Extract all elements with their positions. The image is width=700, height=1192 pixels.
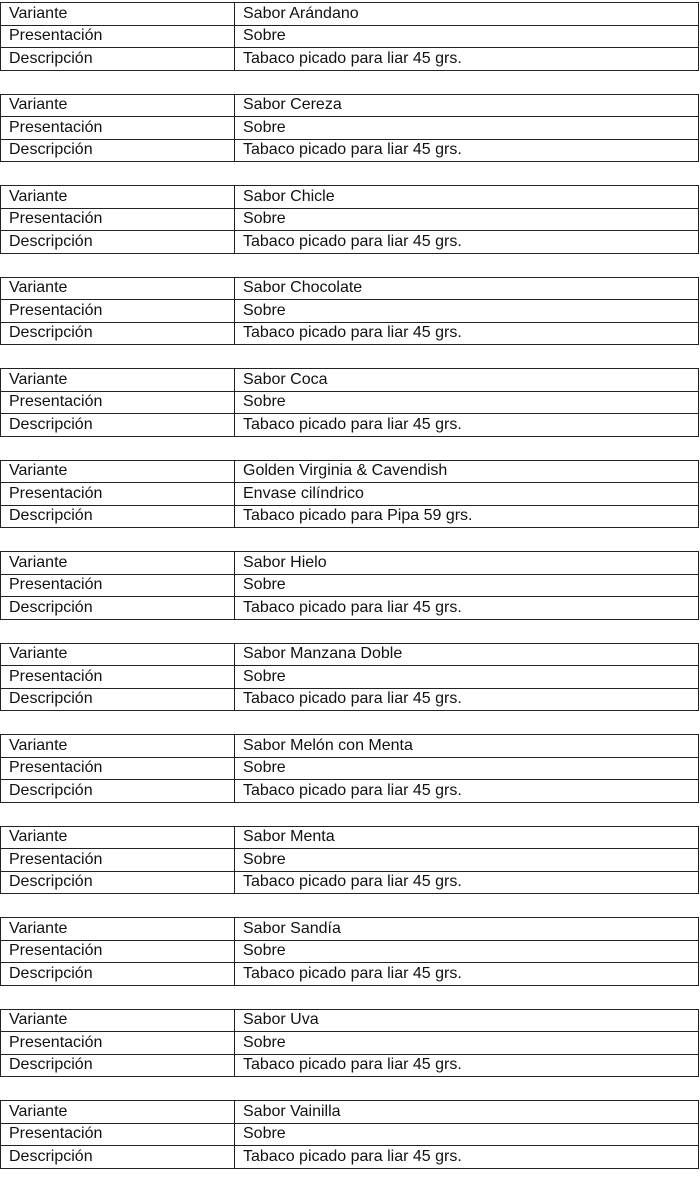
descripcion-value: Tabaco picado para Pipa 59 grs. bbox=[235, 505, 699, 528]
presentacion-label: Presentación bbox=[1, 117, 235, 140]
descripcion-value: Tabaco picado para liar 45 grs. bbox=[235, 231, 699, 254]
variante-row bbox=[1, 1009, 699, 1032]
variant-record bbox=[0, 917, 700, 1009]
variant-record-table bbox=[0, 551, 699, 620]
variante-label: Variante bbox=[1, 94, 235, 117]
presentacion-label: Presentación bbox=[1, 574, 235, 597]
presentacion-label: Presentación bbox=[1, 483, 235, 506]
variant-record bbox=[0, 734, 700, 826]
presentacion-label: Presentación bbox=[1, 391, 235, 414]
variante-value: Sabor Manzana Doble bbox=[235, 643, 699, 666]
variant-record-table bbox=[0, 643, 699, 712]
descripcion-row bbox=[1, 505, 699, 528]
variante-label: Variante bbox=[1, 1009, 235, 1032]
variante-value: Sabor Sandía bbox=[235, 918, 699, 941]
variante-row bbox=[1, 918, 699, 941]
presentacion-value: Sobre bbox=[235, 849, 699, 872]
presentacion-value: Sobre bbox=[235, 391, 699, 414]
variante-value: Sabor Chicle bbox=[235, 186, 699, 209]
presentacion-value: Sobre bbox=[235, 208, 699, 231]
descripcion-value: Tabaco picado para liar 45 grs. bbox=[235, 963, 699, 986]
descripcion-label: Descripción bbox=[1, 505, 235, 528]
variant-record bbox=[0, 826, 700, 918]
descripcion-value: Tabaco picado para liar 45 grs. bbox=[235, 48, 699, 71]
variante-row bbox=[1, 3, 699, 26]
descripcion-label: Descripción bbox=[1, 322, 235, 345]
variant-record bbox=[0, 2, 700, 94]
variante-row bbox=[1, 643, 699, 666]
variant-record-table bbox=[0, 2, 699, 71]
presentacion-label: Presentación bbox=[1, 666, 235, 689]
descripcion-label: Descripción bbox=[1, 780, 235, 803]
variante-label: Variante bbox=[1, 826, 235, 849]
descripcion-value: Tabaco picado para liar 45 grs. bbox=[235, 688, 699, 711]
variant-record bbox=[0, 185, 700, 277]
presentacion-value: Sobre bbox=[235, 1032, 699, 1055]
presentacion-value: Sobre bbox=[235, 940, 699, 963]
descripcion-label: Descripción bbox=[1, 688, 235, 711]
variante-label: Variante bbox=[1, 186, 235, 209]
descripcion-value: Tabaco picado para liar 45 grs. bbox=[235, 871, 699, 894]
presentacion-label: Presentación bbox=[1, 208, 235, 231]
presentacion-row bbox=[1, 757, 699, 780]
presentacion-label: Presentación bbox=[1, 1123, 235, 1146]
variante-value: Sabor Uva bbox=[235, 1009, 699, 1032]
variante-label: Variante bbox=[1, 460, 235, 483]
variant-record bbox=[0, 277, 700, 369]
descripcion-row bbox=[1, 597, 699, 620]
variante-value: Sabor Chocolate bbox=[235, 277, 699, 300]
presentacion-value: Sobre bbox=[235, 1123, 699, 1146]
descripcion-label: Descripción bbox=[1, 231, 235, 254]
variante-row bbox=[1, 552, 699, 575]
descripcion-value: Tabaco picado para liar 45 grs. bbox=[235, 1146, 699, 1169]
variante-value: Sabor Menta bbox=[235, 826, 699, 849]
variante-label: Variante bbox=[1, 643, 235, 666]
variant-record-table bbox=[0, 277, 699, 346]
descripcion-value: Tabaco picado para liar 45 grs. bbox=[235, 414, 699, 437]
presentacion-value: Envase cilíndrico bbox=[235, 483, 699, 506]
variante-label: Variante bbox=[1, 1101, 235, 1124]
variant-record bbox=[0, 94, 700, 186]
presentacion-row bbox=[1, 1123, 699, 1146]
variant-record bbox=[0, 460, 700, 552]
variant-record bbox=[0, 368, 700, 460]
presentacion-value: Sobre bbox=[235, 757, 699, 780]
presentacion-label: Presentación bbox=[1, 849, 235, 872]
descripcion-label: Descripción bbox=[1, 1146, 235, 1169]
descripcion-label: Descripción bbox=[1, 597, 235, 620]
presentacion-row bbox=[1, 1032, 699, 1055]
variante-label: Variante bbox=[1, 277, 235, 300]
presentacion-label: Presentación bbox=[1, 757, 235, 780]
variante-row bbox=[1, 186, 699, 209]
descripcion-row bbox=[1, 1054, 699, 1077]
variante-value: Sabor Coca bbox=[235, 369, 699, 392]
descripcion-row bbox=[1, 414, 699, 437]
presentacion-row bbox=[1, 117, 699, 140]
variante-label: Variante bbox=[1, 3, 235, 26]
variante-label: Variante bbox=[1, 552, 235, 575]
variante-row bbox=[1, 94, 699, 117]
descripcion-label: Descripción bbox=[1, 963, 235, 986]
descripcion-label: Descripción bbox=[1, 871, 235, 894]
variante-row bbox=[1, 460, 699, 483]
descripcion-value: Tabaco picado para liar 45 grs. bbox=[235, 322, 699, 345]
descripcion-value: Tabaco picado para liar 45 grs. bbox=[235, 139, 699, 162]
presentacion-value: Sobre bbox=[235, 117, 699, 140]
variante-value: Sabor Arándano bbox=[235, 3, 699, 26]
variante-label: Variante bbox=[1, 918, 235, 941]
presentacion-row bbox=[1, 666, 699, 689]
variante-row bbox=[1, 277, 699, 300]
variant-record bbox=[0, 1009, 700, 1101]
variant-record bbox=[0, 551, 700, 643]
variant-record-table bbox=[0, 826, 699, 895]
presentacion-value: Sobre bbox=[235, 300, 699, 323]
presentacion-row bbox=[1, 940, 699, 963]
descripcion-row bbox=[1, 1146, 699, 1169]
descripcion-label: Descripción bbox=[1, 414, 235, 437]
variante-row bbox=[1, 735, 699, 758]
variante-value: Sabor Cereza bbox=[235, 94, 699, 117]
presentacion-row bbox=[1, 300, 699, 323]
variant-record-table bbox=[0, 1009, 699, 1078]
descripcion-label: Descripción bbox=[1, 1054, 235, 1077]
variant-record-table bbox=[0, 917, 699, 986]
presentacion-row bbox=[1, 25, 699, 48]
variant-record bbox=[0, 643, 700, 735]
descripcion-row bbox=[1, 688, 699, 711]
variant-record bbox=[0, 1100, 700, 1192]
variante-row bbox=[1, 826, 699, 849]
presentacion-label: Presentación bbox=[1, 940, 235, 963]
presentacion-label: Presentación bbox=[1, 300, 235, 323]
variant-record-table bbox=[0, 1100, 699, 1169]
variante-value: Golden Virginia & Cavendish bbox=[235, 460, 699, 483]
descripcion-row bbox=[1, 48, 699, 71]
presentacion-row bbox=[1, 391, 699, 414]
descripcion-row bbox=[1, 780, 699, 803]
descripcion-row bbox=[1, 322, 699, 345]
descripcion-value: Tabaco picado para liar 45 grs. bbox=[235, 780, 699, 803]
descripcion-value: Tabaco picado para liar 45 grs. bbox=[235, 1054, 699, 1077]
variante-label: Variante bbox=[1, 369, 235, 392]
descripcion-row bbox=[1, 231, 699, 254]
variante-row bbox=[1, 1101, 699, 1124]
variant-record-table bbox=[0, 368, 699, 437]
presentacion-row bbox=[1, 483, 699, 506]
presentacion-row bbox=[1, 208, 699, 231]
presentacion-value: Sobre bbox=[235, 25, 699, 48]
presentacion-value: Sobre bbox=[235, 574, 699, 597]
variant-record-table bbox=[0, 460, 699, 529]
presentacion-row bbox=[1, 849, 699, 872]
variant-record-table bbox=[0, 185, 699, 254]
presentacion-label: Presentación bbox=[1, 25, 235, 48]
presentacion-row bbox=[1, 574, 699, 597]
variante-value: Sabor Vainilla bbox=[235, 1101, 699, 1124]
variante-value: Sabor Hielo bbox=[235, 552, 699, 575]
descripcion-row bbox=[1, 871, 699, 894]
presentacion-label: Presentación bbox=[1, 1032, 235, 1055]
variant-record-table bbox=[0, 734, 699, 803]
variante-value: Sabor Melón con Menta bbox=[235, 735, 699, 758]
descripcion-label: Descripción bbox=[1, 48, 235, 71]
descripcion-row bbox=[1, 139, 699, 162]
descripcion-value: Tabaco picado para liar 45 grs. bbox=[235, 597, 699, 620]
variante-row bbox=[1, 369, 699, 392]
descripcion-label: Descripción bbox=[1, 139, 235, 162]
descripcion-row bbox=[1, 963, 699, 986]
presentacion-value: Sobre bbox=[235, 666, 699, 689]
variant-record-table bbox=[0, 94, 699, 163]
product-variant-document bbox=[0, 2, 700, 1192]
variante-label: Variante bbox=[1, 735, 235, 758]
